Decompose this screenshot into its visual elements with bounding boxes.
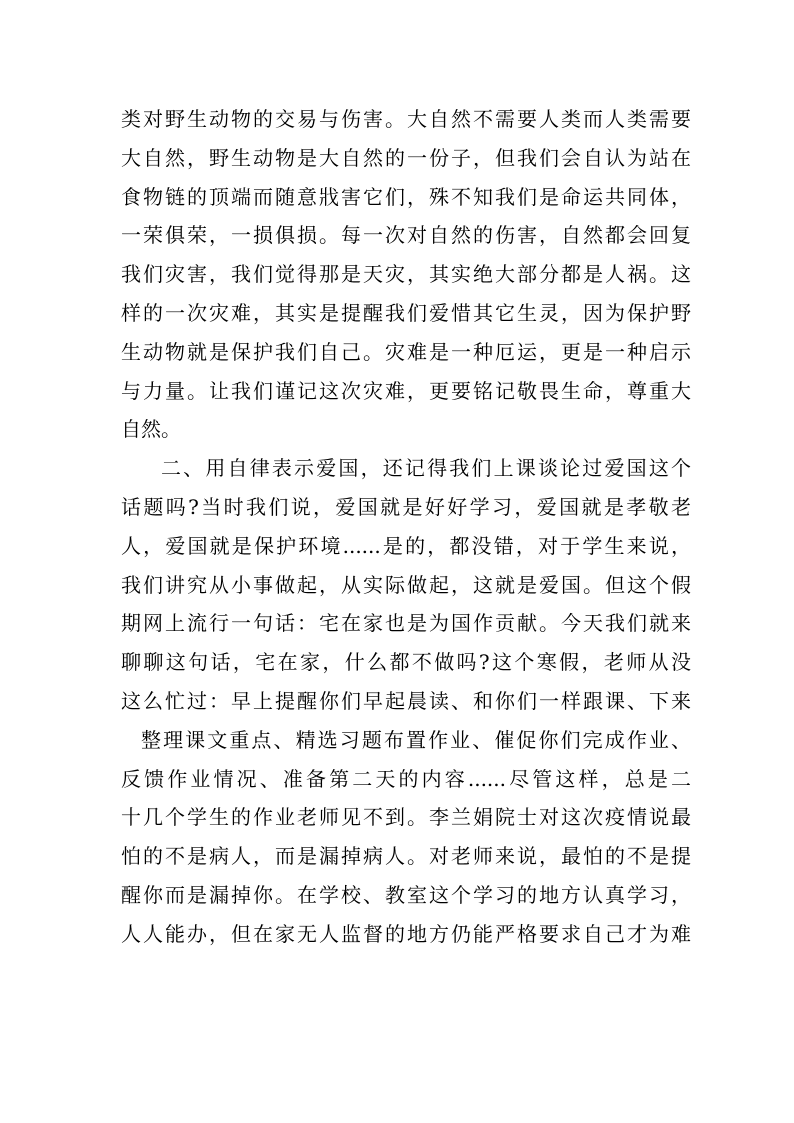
text-line: 十几个学生的作业老师见不到。李兰娟院士对这次疫情说最 [121,805,691,830]
text-line: 聊聊这句话，宅在家，什么都不做吗?这个寒假，老师从没 [121,650,691,675]
body-text [121,100,691,954]
text-line: 怕的不是病人，而是漏掉病人。对老师来说，最怕的不是提 [121,844,691,869]
text-line: 我们讲究从小事做起，从实际做起，这就是爱国。但这个假 [121,572,691,597]
text-line: 反馈作业情况、准备第二天的内容......尽管这样，总是二 [121,766,691,791]
text-line: 我们灾害，我们觉得那是天灾，其实绝大部分都是人祸。这 [121,262,691,287]
text-line: 人人能办，但在家无人监督的地方仍能严格要求自己才为难 [121,921,691,946]
text-line: 大自然，野生动物是大自然的一份子，但我们会自认为站在 [121,145,691,170]
text-line: 一荣俱荣，一损俱损。每一次对自然的伤害，自然都会回复 [121,223,691,248]
text-line: 与力量。让我们谨记这次灾难，更要铭记敬畏生命，尊重大 [121,378,691,403]
text-line: 食物链的顶端而随意戕害它们，殊不知我们是命运共同体， [121,184,691,209]
text-line: 醒你而是漏掉你。在学校、教室这个学习的地方认真学习， [121,882,691,907]
text-line: 样的一次灾难，其实是提醒我们爱惜其它生灵，因为保护野 [121,300,691,325]
text-line: 话题吗?当时我们说，爱国就是好好学习，爱国就是孝敬老 [121,494,691,519]
text-line: 人，爱国就是保护环境......是的，都没错，对于学生来说， [121,533,691,558]
section-heading-line: 二、用自律表示爱国，还记得我们上课谈论过爱国这个 [161,456,691,481]
text-line: 整理课文重点、精选习题布置作业、催促你们完成作业、 [141,727,691,752]
text-line: 这么忙过：早上提醒你们早起晨读、和你们一样跟课、下来 [121,688,691,713]
text-line: 自然。 [121,417,181,442]
text-line: 生动物就是保护我们自己。灾难是一种厄运，更是一种启示 [121,339,691,364]
text-line: 类对野生动物的交易与伤害。大自然不需要人类而人类需要 [121,107,691,131]
text-line: 期网上流行一句话：宅在家也是为国作贡献。今天我们就来 [121,611,691,636]
